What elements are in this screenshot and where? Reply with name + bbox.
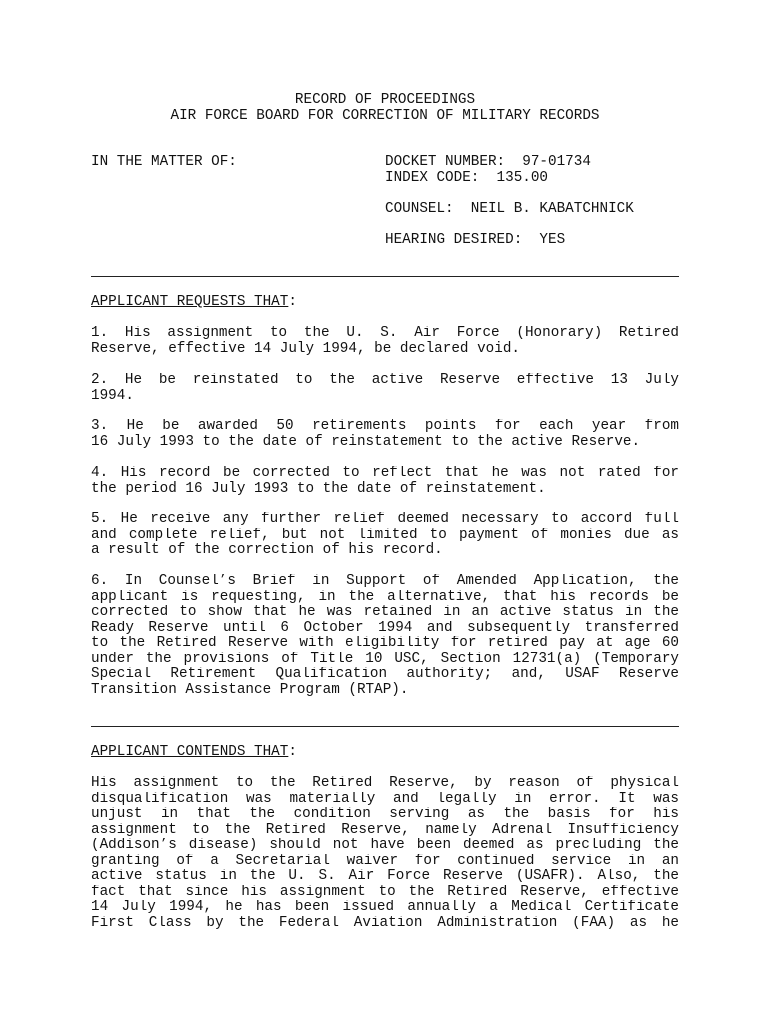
request-line: and complete relief, but not limited to payment of monies due as (91, 527, 679, 543)
request-line: Ready Reserve until 6 October 1994 and subsequently transferred (91, 620, 679, 636)
request-line: under the provisions of Title 10 USC, Section 12731(a) (Temporary (91, 651, 679, 667)
request-line: 4. His record be corrected to reflect that he was not rated for (91, 466, 679, 481)
requests-heading (91, 295, 297, 311)
request-line: the period 16 July 1993 to the date of reinstatement. (91, 480, 546, 497)
request-line: 3. He be awarded 50 retirements points for each year from (91, 419, 679, 434)
matter-label: IN THE MATTER OF: (91, 154, 237, 170)
request-item (91, 574, 679, 698)
document-subtitle: AIR FORCE BOARD FOR CORRECTION OF MILITARY RECORDS (170, 108, 600, 124)
contends-heading-text: APPLICANT CONTENDS THAT (91, 744, 289, 760)
contends-heading (91, 745, 297, 761)
hearing-desired: HEARING DESIRED: YES (385, 232, 566, 248)
counsel: COUNSEL: NEIL B. KABATCHNICK (385, 201, 634, 217)
contends-line: 14 July 1994, he has been issued annually a Medical Certificate (91, 900, 679, 915)
request-line: corrected to show that he was retained in an active status in the (91, 605, 679, 620)
contends-line: assignment to the Retired Reserve, namely Adrenal Insufficiency (91, 822, 679, 838)
request-line: 1. His assignment to the U. S. Air Force (Honorary) Retired (91, 326, 679, 341)
contends-line: disqualification was materially and legally in error. It was (91, 791, 679, 807)
contends-line: active status in the U. S. Air Force Reserve (USAFR). Also, the (91, 869, 679, 884)
request-item (91, 326, 679, 357)
contends-line: granting of a Secretarial waiver for continued service in an (91, 853, 679, 869)
request-line: Special Retirement Qualification authority; and, USAF Reserve (91, 667, 679, 682)
request-line: 1994. (91, 387, 134, 404)
request-line: 6. In Counsel’s Brief in Support of Amended Application, the (91, 574, 679, 589)
request-line: to the Retired Reserve with eligibility for retired pay at age 60 (91, 636, 679, 651)
contends-line: unjust in that the condition serving as the basis for his (91, 807, 679, 822)
requests-heading-colon: : (288, 294, 297, 310)
request-line: a result of the correction of his record. (91, 542, 443, 558)
request-line: 16 July 1993 to the date of reinstatement to the active Reserve. (91, 433, 641, 450)
request-line: Reserve, effective 14 July 1994, be declared void. (91, 340, 520, 357)
contends-line: (Addison’s disease) should not have been deemed as precluding the (91, 838, 679, 853)
document-title: RECORD OF PROCEEDINGS (294, 92, 476, 108)
request-item (91, 512, 679, 559)
request-line: Transition Assistance Program (RTAP). (91, 681, 409, 698)
request-item (91, 419, 679, 450)
index-code: INDEX CODE: 135.00 (385, 170, 549, 186)
section-divider (91, 276, 679, 277)
section-divider (91, 726, 679, 727)
request-line: 2. He be reinstated to the active Reserve effective 13 July (91, 373, 679, 388)
contends-line: His assignment to the Retired Reserve, by reason of physical (91, 776, 679, 791)
request-line: 5. He receive any further relief deemed necessary to accord full (91, 512, 679, 527)
request-item (91, 373, 679, 404)
contends-heading-colon: : (288, 744, 297, 760)
request-item (91, 466, 679, 497)
request-line: applicant is requesting, in the alternative, that his records be (91, 589, 679, 605)
docket-number: DOCKET NUMBER: 97-01734 (385, 154, 591, 170)
requests-heading-text: APPLICANT REQUESTS THAT (91, 294, 289, 310)
contends-paragraph (91, 776, 679, 931)
contends-line: First Class by the Federal Aviation Administration (FAA) as he (91, 915, 679, 931)
contends-line: fact that since his assignment to the Retired Reserve, effective (91, 884, 679, 900)
